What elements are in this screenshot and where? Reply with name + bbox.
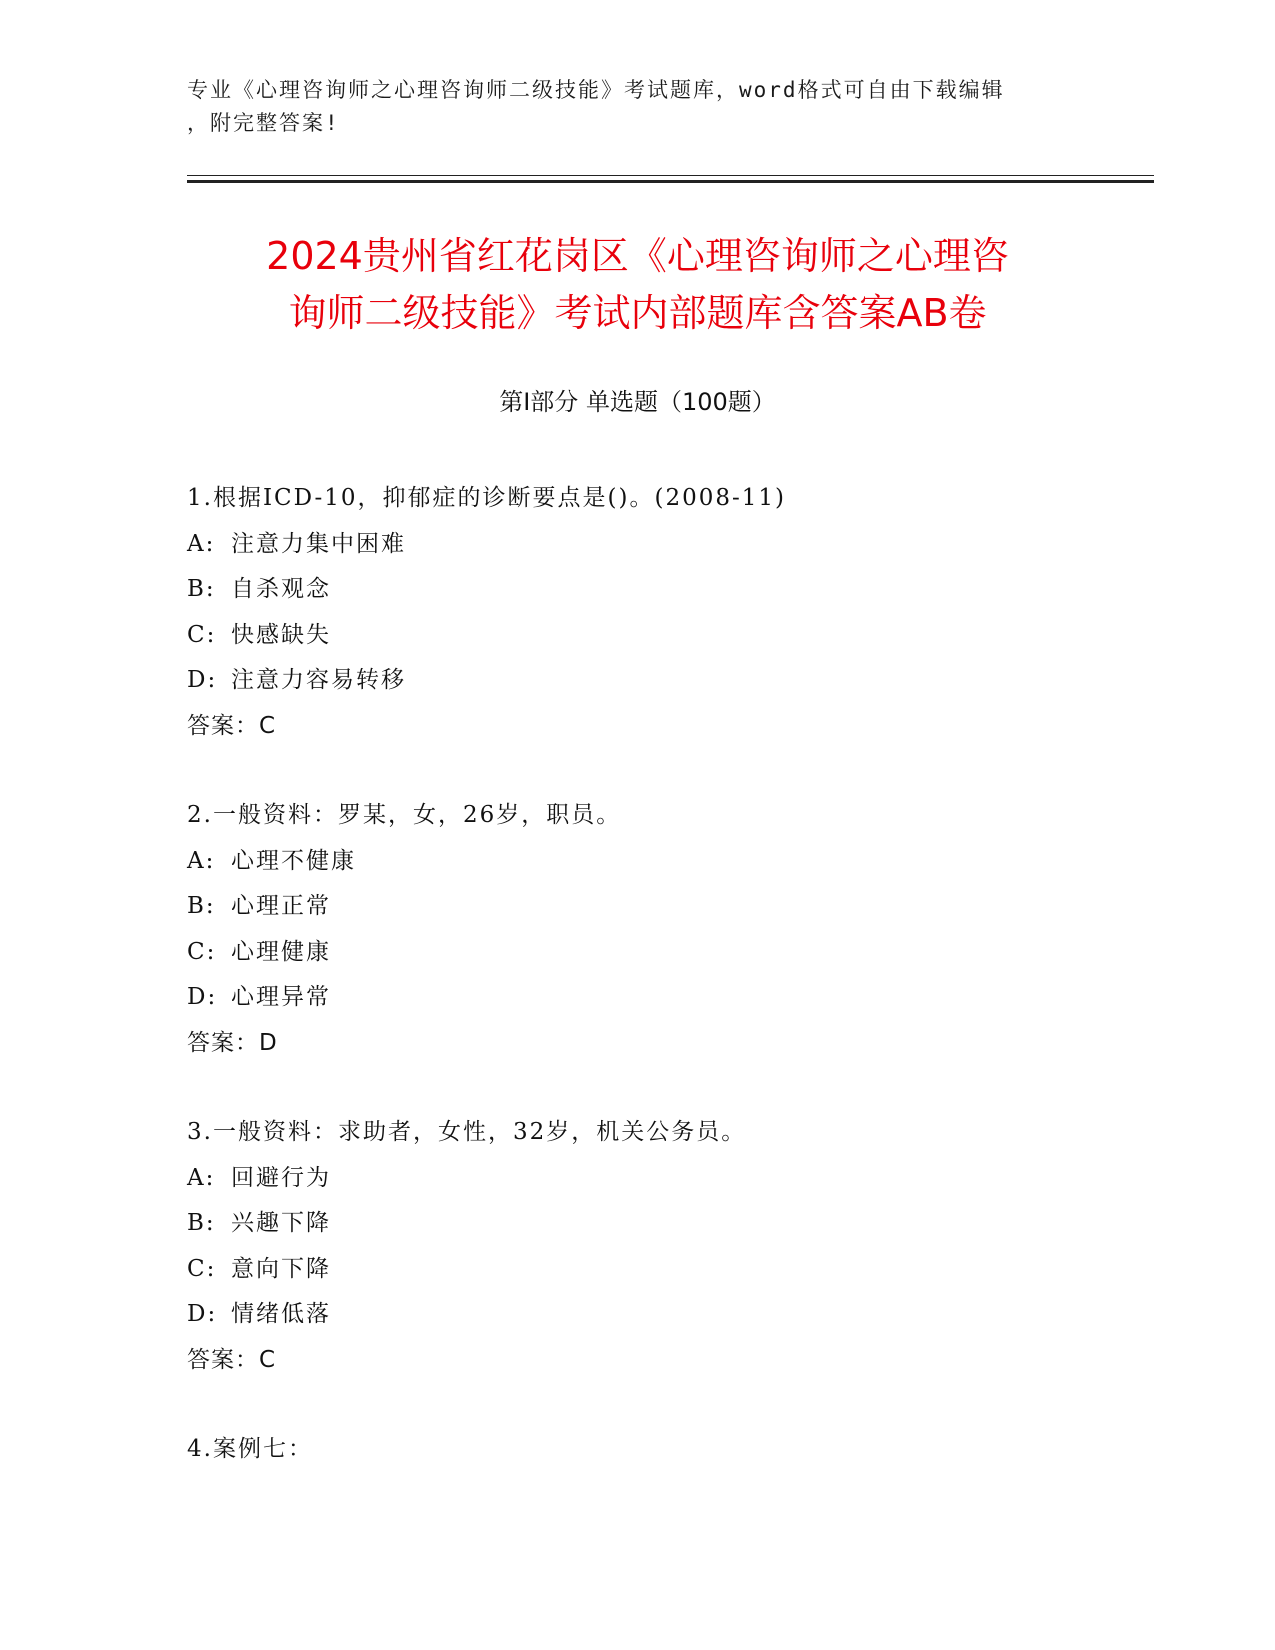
header-note-line-2: ，附完整答案!	[187, 111, 340, 135]
option-letter: B:	[187, 1210, 216, 1236]
option-a	[187, 1156, 1147, 1202]
option-text: 心理不健康	[231, 847, 356, 874]
option-text: 注意力集中困难	[231, 530, 406, 557]
option-letter: B:	[187, 576, 216, 602]
answer: 答案：C	[187, 712, 277, 739]
header-divider-thin	[187, 175, 1154, 176]
question-stem: 2.一般资料：罗某，女，26岁，职员。	[187, 802, 622, 828]
option-text: 快感缺失	[231, 621, 331, 648]
question-1	[187, 476, 1147, 749]
option-text: 自杀观念	[231, 576, 331, 602]
question-3	[187, 1110, 1147, 1383]
question-stem: 4.案例七：	[187, 1436, 313, 1462]
option-letter: D:	[187, 1301, 218, 1327]
header-note-line-1: 专业《心理咨询师之心理咨询师二级技能》考试题库，word格式可自由下载编辑	[187, 78, 1005, 102]
document-title	[150, 228, 1125, 342]
question-spacer	[187, 1066, 1147, 1110]
option-letter: C:	[187, 938, 217, 965]
option-letter: A:	[187, 530, 216, 557]
option-c	[187, 930, 1147, 976]
option-d	[187, 975, 1147, 1021]
question-list	[187, 476, 1147, 1473]
option-d	[187, 1292, 1147, 1338]
question-spacer	[187, 1383, 1147, 1427]
document-title-line-2: 询师二级技能》考试内部题库含答案AB卷	[288, 291, 987, 335]
option-letter: A:	[187, 1164, 216, 1191]
option-letter: C:	[187, 621, 217, 648]
question-spacer	[187, 749, 1147, 793]
option-text: 兴趣下降	[231, 1210, 331, 1236]
option-a	[187, 839, 1147, 885]
answer: 答案：D	[187, 1029, 278, 1056]
option-b	[187, 1201, 1147, 1247]
option-a	[187, 522, 1147, 568]
option-b	[187, 567, 1147, 613]
question-stem: 1.根据ICD-10，抑郁症的诊断要点是()。(2008-11)	[187, 485, 786, 511]
option-text: 意向下降	[231, 1255, 331, 1282]
question-4	[187, 1427, 1147, 1473]
question-stem: 3.一般资料：求助者，女性，32岁，机关公务员。	[187, 1119, 747, 1145]
option-c	[187, 613, 1147, 659]
option-text: 注意力容易转移	[231, 667, 406, 693]
header-divider-thick	[187, 180, 1154, 183]
option-text: 回避行为	[231, 1164, 331, 1191]
option-letter: D:	[187, 667, 218, 693]
document-title-line-1: 2024贵州省红花岗区《心理咨询师之心理咨	[266, 234, 1009, 278]
option-text: 心理正常	[231, 893, 331, 919]
answer: 答案：C	[187, 1346, 277, 1373]
header-note	[187, 74, 1087, 140]
option-letter: D:	[187, 984, 218, 1010]
option-d	[187, 658, 1147, 704]
option-letter: C:	[187, 1255, 217, 1282]
option-text: 心理异常	[231, 984, 331, 1010]
option-text: 心理健康	[231, 938, 331, 965]
option-b	[187, 884, 1147, 930]
option-letter: A:	[187, 847, 216, 874]
option-text: 情绪低落	[231, 1301, 331, 1327]
section-title: 第Ⅰ部分 单选题（100题）	[499, 388, 776, 416]
question-2	[187, 793, 1147, 1066]
option-letter: B:	[187, 893, 216, 919]
option-c	[187, 1247, 1147, 1293]
